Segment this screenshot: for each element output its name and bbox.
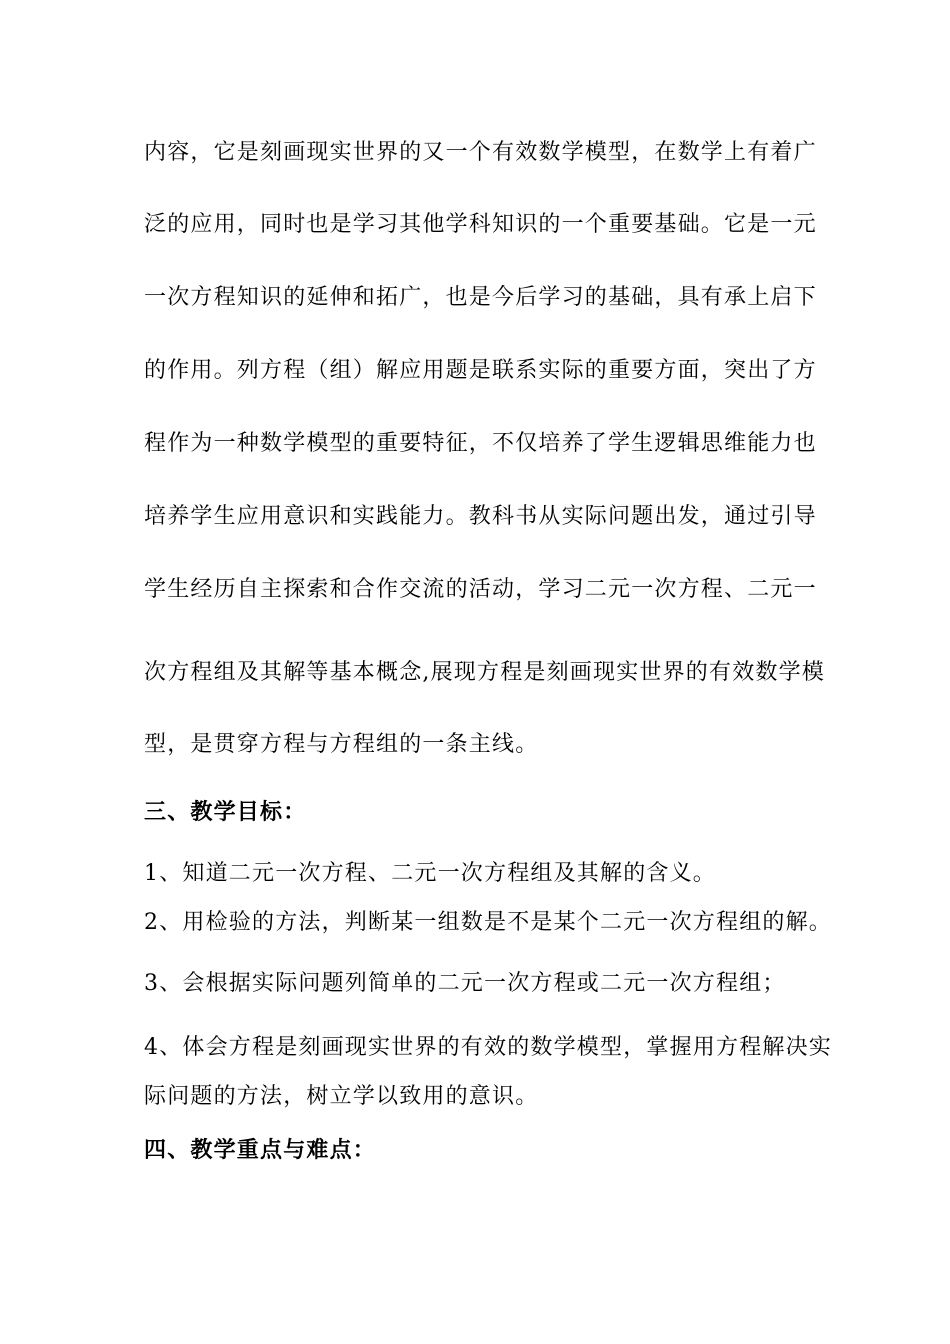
paragraph-line: 的作用。列方程（组）解应用题是联系实际的重要方面，突出了方 bbox=[144, 358, 817, 383]
paragraph-line: 次方程组及其解等基本概念,展现方程是刻画现实世界的有效数学模 bbox=[144, 660, 825, 685]
paragraph-line: 程作为一种数学模型的重要特征，不仅培养了学生逻辑思维能力也 bbox=[144, 431, 817, 456]
paragraph-line: 型，是贯穿方程与方程组的一条主线。 bbox=[144, 732, 539, 757]
paragraph-line: 内容，它是刻画现实世界的又一个有效数学模型，在数学上有着广 bbox=[144, 140, 817, 165]
objective-item-4: 4、体会方程是刻画现实世界的有效的数学模型，掌握用方程解决实 bbox=[144, 1035, 832, 1060]
section-heading-key-points: 四、教学重点与难点： bbox=[144, 1137, 377, 1163]
objective-item-1: 1、知道二元一次方程、二元一次方程组及其解的含义。 bbox=[144, 861, 716, 886]
paragraph-line: 培养学生应用意识和实践能力。教科书从实际问题出发，通过引导 bbox=[144, 504, 817, 529]
objective-item-3: 3、会根据实际问题列简单的二元一次方程或二元一次方程组； bbox=[144, 971, 786, 996]
objective-item-4-continued: 际问题的方法，树立学以致用的意识。 bbox=[144, 1084, 539, 1109]
paragraph-line: 泛的应用，同时也是学习其他学科知识的一个重要基础。它是一元 bbox=[144, 212, 817, 237]
paragraph-line: 一次方程知识的延伸和拓广，也是今后学习的基础，具有承上启下 bbox=[144, 285, 817, 310]
section-heading-objectives: 三、教学目标： bbox=[144, 799, 307, 825]
paragraph-line: 学生经历自主探索和合作交流的活动，学习二元一次方程、二元一 bbox=[144, 577, 817, 602]
objective-item-2: 2、用检验的方法，判断某一组数是不是某个二元一次方程组的解。 bbox=[144, 910, 832, 935]
